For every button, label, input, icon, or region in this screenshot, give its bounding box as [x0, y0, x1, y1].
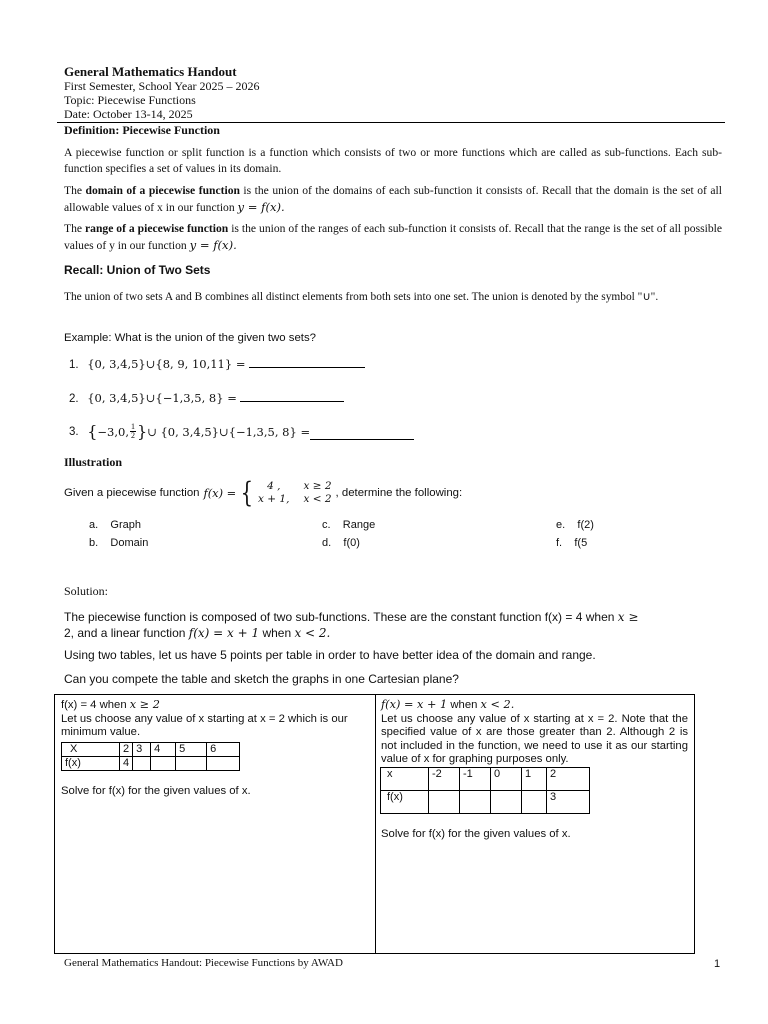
table-cell: 1 — [522, 767, 547, 790]
range-term: range of a piecewise function — [85, 222, 229, 235]
handout-title: General Mathematics Handout — [64, 64, 237, 79]
left-cell-function: f(x) = 4 when x ≥ 2 — [61, 698, 160, 711]
table-cell: 3 — [133, 742, 151, 756]
table-cell: f(x) — [381, 790, 429, 813]
solution-paragraph-1: The piecewise function is composed of two sub-functions. These are the constant function f(x) = 4 when x ≥ 2, and a linear function f(x) = x + 1 when x < 2. — [64, 610, 639, 640]
left-cell-instructions: Let us choose any value of x starting at x = 2 which is our minimum value. — [61, 712, 348, 739]
union-item-1: 1. {0, 3,4,5}∪{8, 9, 10,11} = — [69, 357, 365, 371]
table-cell: 4 — [151, 742, 176, 756]
range-equation: y = f(x). — [189, 238, 237, 252]
table-cell — [176, 756, 207, 770]
table-cell — [491, 790, 522, 813]
table-cell — [151, 756, 176, 770]
union-example: Example: What is the union of the given two sets? — [64, 332, 316, 344]
task-list-col1 — [89, 516, 148, 552]
union-heading: Recall: Union of Two Sets — [64, 263, 211, 277]
right-table-cell — [374, 694, 695, 954]
union-item-2: 2. {0, 3,4,5}∪{−1,3,5, 8} = — [69, 391, 344, 405]
table-cell: x — [381, 767, 429, 790]
solution-paragraph-2: Using two tables, let us have 5 points per table in order to have better idea of the domain and range. — [64, 648, 596, 662]
table-cell — [460, 790, 491, 813]
table-row — [62, 742, 240, 756]
date-line: Date: October 13-14, 2025 — [64, 107, 193, 121]
illustration-heading: Illustration — [64, 455, 123, 469]
table-row — [62, 756, 240, 770]
table-cell: 4 — [120, 756, 133, 770]
piecewise-definition: Given a piecewise function f(x) = { 4 , x ≥ 2 x + 1, x < 2 , determine the following: — [64, 476, 463, 509]
left-table-cell — [54, 694, 376, 954]
task-list-col3 — [556, 516, 594, 552]
task-list-col2 — [322, 516, 375, 552]
table-cell: X — [62, 742, 120, 756]
domain-term: domain of a piecewise function — [85, 184, 240, 197]
range-paragraph: The range of a piecewise function is the union of the ranges of each sub-function it consists of. Recall that the range is the set of all possible values of y in our function y = f(x). — [64, 222, 722, 252]
domain-paragraph: The domain of a piecewise function is the union of the domains of each sub-function it consists of. Recall that the domain is the set of all allowable values of x in our function y = f(x). — [64, 184, 722, 214]
semester-line: First Semester, School Year 2025 – 2026 — [64, 79, 260, 93]
definition-paragraph: A piecewise function or split function is a function which consists of two or more functions which are called as sub-functions. Each sub-function specifies a set of values in its domain. — [64, 146, 722, 175]
right-cell-function: f(x) = x + 1 when x < 2. — [381, 698, 515, 711]
definition-heading: Definition: Piecewise Function — [64, 123, 220, 137]
task-f: f. f(5 — [556, 537, 588, 549]
union-paragraph: The union of two sets A and B combines all distinct elements from both sets into one set. The union is denoted by the symbol "∪". — [64, 291, 659, 303]
task-a: a. Graph — [89, 519, 141, 531]
domain-equation: y = f(x). — [237, 200, 285, 214]
table-cell: 2 — [120, 742, 133, 756]
solution-paragraph-3: Can you compete the table and sketch the graphs in one Cartesian plane? — [64, 672, 459, 686]
page-number: 1 — [714, 958, 721, 970]
table-cell: 2 — [547, 767, 590, 790]
table-cell: 5 — [176, 742, 207, 756]
left-cell-solve: Solve for f(x) for the given values of x. — [61, 784, 251, 797]
table-cell: -1 — [460, 767, 491, 790]
table-cell — [133, 756, 151, 770]
table-cell — [522, 790, 547, 813]
task-e: e. f(2) — [556, 519, 594, 531]
footer-text: General Mathematics Handout: Piecewise Functions by AWAD — [64, 957, 343, 969]
task-b: b. Domain — [89, 537, 149, 549]
right-cell-instructions: Let us choose any value of x starting at x = 2. Note that the specified value of x are those greater than 2. Although 2 is not included in the function, we need to use it as our starting value of x for graphing purposes only. — [381, 712, 688, 766]
table-cell: 6 — [207, 742, 240, 756]
table-row — [381, 790, 590, 813]
table-cell: 3 — [547, 790, 590, 813]
task-c: c. Range — [322, 519, 376, 531]
table-cell: -2 — [429, 767, 460, 790]
right-value-table — [380, 767, 590, 814]
table-row — [381, 767, 590, 790]
table-cell: 0 — [491, 767, 522, 790]
task-d: d. f(0) — [322, 537, 360, 549]
table-cell — [429, 790, 460, 813]
solution-heading: Solution: — [64, 584, 109, 598]
union-item-3: 3. { −3,0, 1 2 } ∪ {0, 3,4,5}∪{−1,3,5, 8} = — [69, 422, 414, 441]
topic-line: Topic: Piecewise Functions — [64, 93, 196, 107]
table-cell — [207, 756, 240, 770]
table-cell: f(x) — [62, 756, 120, 770]
left-value-table — [61, 742, 240, 771]
right-cell-solve: Solve for f(x) for the given values of x. — [381, 827, 571, 840]
